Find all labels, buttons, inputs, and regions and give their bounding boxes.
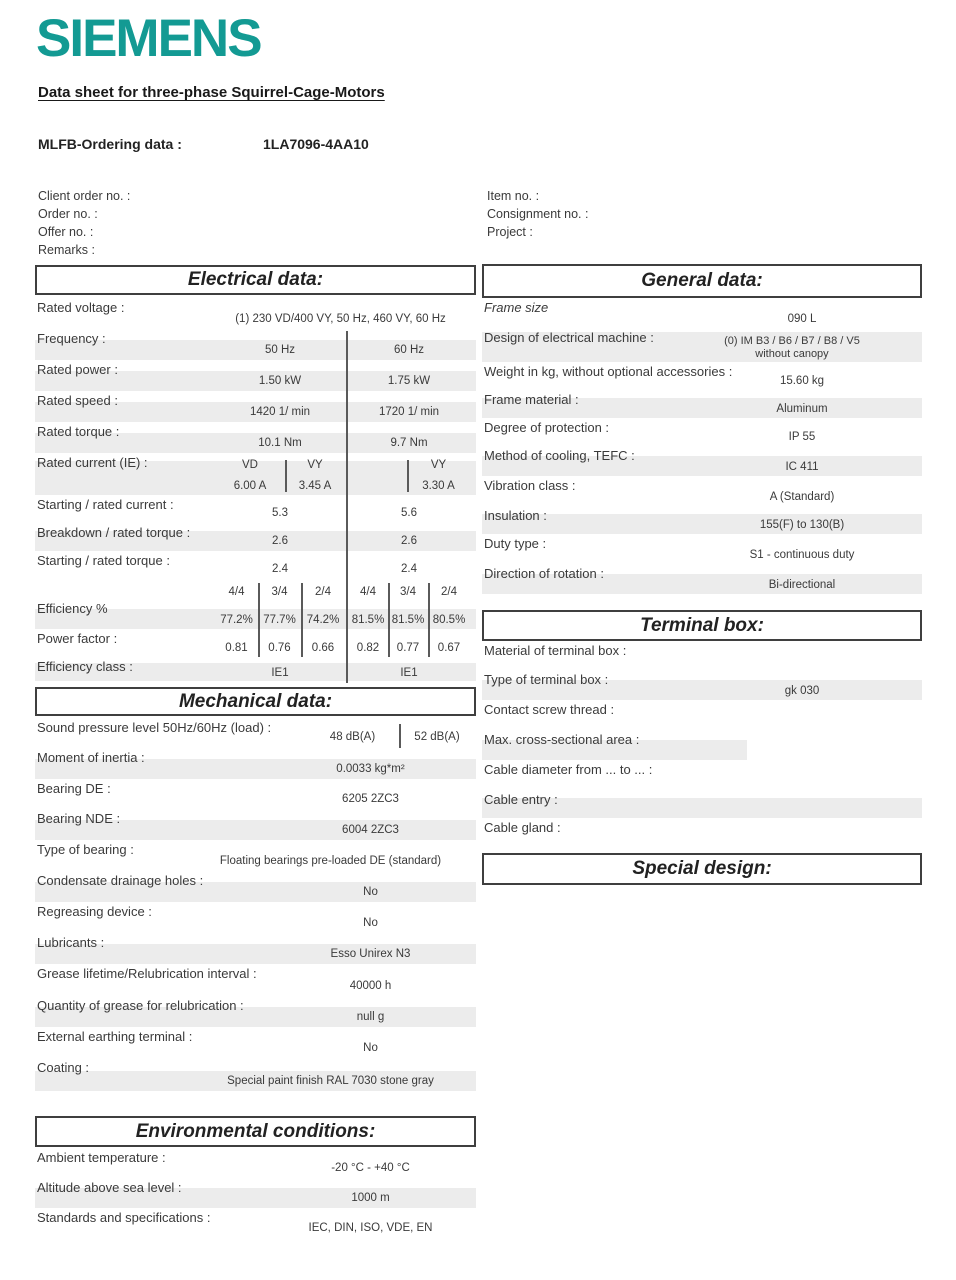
document-title: Data sheet for three-phase Squirrel-Cage-Motors: [38, 84, 385, 101]
row-frequency: [35, 331, 476, 362]
remarks-label: Remarks :: [38, 243, 95, 257]
row-ambient-temperature: [35, 1150, 476, 1180]
order-info-left: [38, 187, 130, 259]
row-type-of-bearing: [35, 842, 476, 873]
row-regreasing-device: [35, 904, 476, 935]
row-external-earthing-terminal: [35, 1029, 476, 1060]
row-value: Bi-directional: [768, 579, 836, 591]
row-label: Max. cross-sectional area :: [484, 732, 640, 747]
row-label: Rated voltage :: [37, 300, 125, 315]
row-label: Method of cooling, TEFC :: [484, 448, 635, 463]
row-type-of-terminal-box: [482, 672, 922, 702]
row-label: Efficiency class :: [37, 659, 133, 674]
row-label: Starting / rated current :: [37, 497, 174, 512]
row-value: 15.60 kg: [779, 375, 825, 387]
row-efficiency: [35, 601, 476, 631]
power-factor-value: 0.66: [311, 642, 335, 654]
section-terminal-box: [482, 610, 922, 641]
order-no-label: Order no. :: [38, 207, 98, 221]
row-label: Cable entry :: [484, 792, 558, 807]
row-frame-material: [482, 392, 922, 420]
row-label: Type of terminal box :: [484, 672, 609, 687]
row-label: Rated current (IE) :: [37, 455, 148, 470]
header-vd-50hz: VD: [242, 459, 258, 471]
row-breakdown-rated-torque: [35, 525, 476, 553]
row-cable-entry: [482, 792, 922, 820]
value-50hz: 48 dB(A): [329, 731, 376, 743]
value-line1: (0) IM B3 / B6 / B7 / B8 / V5: [724, 335, 860, 347]
row-label: Quantity of grease for relubrication :: [37, 998, 244, 1013]
column-divider: [399, 724, 401, 748]
row-rated-torque: [35, 424, 476, 455]
row-label: Power factor :: [37, 631, 118, 646]
header-vy-60hz: VY: [430, 459, 447, 471]
row-label: Frame size: [484, 300, 549, 315]
value-50hz: 5.3: [272, 507, 288, 519]
order-info-right: [487, 187, 588, 241]
row-label: Bearing DE :: [37, 781, 111, 796]
row-bearing-de: [35, 781, 476, 811]
mechanical-data-table: [35, 720, 476, 1093]
efficiency-value: 77.7%: [263, 614, 296, 626]
efficiency-value: 81.5%: [391, 614, 425, 626]
section-general-data: [482, 264, 922, 298]
section-mechanical-data: [35, 687, 476, 716]
efficiency-value: 80.5%: [432, 614, 466, 626]
electrical-data-table: [35, 300, 476, 683]
row-quantity-of-grease: [35, 998, 476, 1029]
value-line2: without canopy: [755, 348, 829, 360]
row-value: A (Standard): [769, 491, 835, 503]
row-load-headers: [35, 581, 476, 601]
row-label: Rated torque :: [37, 424, 120, 439]
subcolumn-divider: [428, 583, 430, 657]
row-value: (1) 230 VD/400 VY, 50 Hz, 460 VY, 60 Hz: [235, 313, 446, 325]
row-sound-pressure-level: [35, 720, 476, 750]
row-label: Starting / rated torque :: [37, 553, 170, 568]
efficiency-value: 77.2%: [220, 614, 253, 626]
load-header: 4/4: [228, 586, 245, 598]
row-value: 1000 m: [351, 1192, 390, 1204]
row-value: null g: [356, 1011, 385, 1023]
row-label: Condensate drainage holes :: [37, 873, 204, 888]
column-divider: [285, 460, 287, 492]
row-label: Contact screw thread :: [484, 702, 615, 717]
item-no-label: Item no. :: [487, 189, 540, 203]
row-label: Sound pressure level 50Hz/60Hz (load) :: [37, 720, 272, 735]
row-value: No: [363, 886, 378, 898]
row-label: Rated speed :: [37, 393, 118, 408]
row-label: Direction of rotation :: [484, 566, 604, 581]
power-factor-value: 0.76: [268, 642, 291, 654]
row-material-of-terminal-box: [482, 643, 922, 672]
section-title: Electrical data:: [187, 269, 324, 290]
row-label: Rated power :: [37, 362, 118, 377]
subcolumn-divider: [388, 583, 390, 657]
load-header: 3/4: [271, 586, 288, 598]
column-divider: [407, 460, 409, 492]
value-50hz: 1.50 kW: [258, 375, 302, 387]
header-vy-50hz: VY: [307, 459, 323, 471]
row-label: Lubricants :: [37, 935, 105, 950]
section-environmental-conditions: [35, 1116, 476, 1147]
load-header: 4/4: [360, 586, 376, 598]
row-label: Moment of inertia :: [37, 750, 145, 765]
row-degree-of-protection: [482, 420, 922, 448]
row-weight: [482, 364, 922, 392]
row-label: Insulation :: [484, 508, 547, 523]
row-label: Cable diameter from ... to ... :: [484, 762, 653, 777]
siemens-logo: SIEMENS: [36, 9, 261, 68]
row-value: 6205 2ZC3: [342, 793, 399, 805]
row-frame-size: [482, 300, 922, 330]
row-value: IEC, DIN, ISO, VDE, EN: [308, 1222, 433, 1234]
row-value: Aluminum: [776, 403, 828, 415]
value-60hz: 1720 1/ min: [378, 406, 440, 418]
value-50hz: 50 Hz: [264, 344, 296, 356]
efficiency-value: 74.2%: [306, 614, 340, 626]
row-cable-diameter: [482, 762, 922, 792]
row-power-factor: [35, 631, 476, 659]
value-60hz: 60 Hz: [393, 344, 425, 356]
power-factor-value: 0.77: [396, 642, 420, 654]
row-lubricants: [35, 935, 476, 966]
row-design-of-machine: [482, 330, 922, 364]
row-label: Cable gland :: [484, 820, 561, 835]
row-value: IP 55: [788, 431, 816, 443]
row-value: Esso Unirex N3: [330, 948, 411, 960]
consignment-no-label: Consignment no. :: [487, 207, 589, 221]
general-data-table: [482, 300, 922, 596]
section-title: Terminal box:: [640, 614, 764, 636]
mlfb-ordering-value: 1LA7096-4AA10: [263, 136, 369, 152]
row-rated-speed: [35, 393, 476, 424]
value-vy-60hz: 3.30 A: [422, 480, 455, 492]
load-header: 2/4: [315, 586, 331, 598]
row-rated-current: [35, 455, 476, 497]
row-value: 40000 h: [349, 980, 392, 992]
row-label: Efficiency %: [37, 601, 108, 616]
row-label: Ambient temperature :: [37, 1150, 166, 1165]
row-label: Altitude above sea level :: [37, 1180, 182, 1195]
row-method-of-cooling: [482, 448, 922, 478]
row-value: 0.0033 kg*m²: [336, 763, 405, 775]
value-60hz: 2.6: [401, 535, 417, 547]
value-60hz: 1.75 kW: [387, 375, 431, 387]
row-value: 155(F) to 130(B): [759, 519, 845, 531]
value-60hz: 9.7 Nm: [390, 437, 428, 449]
row-standards-and-specifications: [35, 1210, 476, 1240]
row-starting-rated-current: [35, 497, 476, 525]
row-grease-lifetime: [35, 966, 476, 998]
row-label: Standards and specifications :: [37, 1210, 211, 1225]
row-value: 090 L: [787, 313, 817, 325]
value-50hz: 2.4: [272, 563, 288, 575]
environmental-conditions-table: [35, 1150, 476, 1240]
main-50hz-60hz-divider: [346, 331, 348, 683]
row-bearing-nde: [35, 811, 476, 842]
value-50hz: 1420 1/ min: [249, 406, 311, 418]
mlfb-ordering-label: MLFB-Ordering data :: [38, 136, 182, 152]
value-50hz: IE1: [271, 667, 289, 679]
row-altitude-above-sea-level: [35, 1180, 476, 1210]
row-label: Degree of protection :: [484, 420, 610, 435]
row-label: Frame material :: [484, 392, 579, 407]
row-label: Material of terminal box :: [484, 643, 627, 658]
value-60hz: 52 dB(A): [414, 731, 460, 743]
load-header: 3/4: [400, 586, 416, 598]
row-value: Floating bearings pre-loaded DE (standard): [219, 855, 442, 867]
value-60hz: 5.6: [401, 507, 417, 519]
row-label: Grease lifetime/Relubrication interval :: [37, 966, 257, 981]
section-special-design: [482, 853, 922, 885]
row-label: Weight in kg, without optional accessories :: [484, 364, 733, 379]
terminal-box-table: [482, 643, 922, 848]
section-title: Environmental conditions:: [135, 1120, 376, 1142]
row-label: Coating :: [37, 1060, 90, 1075]
row-value: -20 °C - +40 °C: [331, 1162, 410, 1174]
row-label: Design of electrical machine :: [484, 330, 654, 345]
row-label: Vibration class :: [484, 478, 576, 493]
row-coating: [35, 1060, 476, 1093]
value-50hz: 10.1 Nm: [258, 437, 302, 449]
row-label: Breakdown / rated torque :: [37, 525, 191, 540]
row-starting-rated-torque: [35, 553, 476, 581]
row-vibration-class: [482, 478, 922, 508]
client-order-label: Client order no. :: [38, 189, 131, 203]
row-value: gk 030: [784, 685, 820, 697]
value-vy-50hz: 3.45 A: [298, 480, 332, 492]
row-value: [662, 335, 922, 361]
row-value: No: [363, 1042, 378, 1054]
section-electrical-data: [35, 265, 476, 295]
row-direction-of-rotation: [482, 566, 922, 596]
section-title: Special design:: [632, 858, 772, 879]
row-value: Special paint finish RAL 7030 stone gray: [227, 1075, 434, 1087]
row-contact-screw-thread: [482, 702, 922, 732]
subcolumn-divider: [301, 583, 303, 657]
row-insulation: [482, 508, 922, 536]
row-condensate-drainage-holes: [35, 873, 476, 904]
row-moment-of-inertia: [35, 750, 476, 781]
section-title: General data:: [641, 270, 763, 291]
power-factor-value: 0.67: [437, 642, 461, 654]
row-efficiency-class: [35, 659, 476, 683]
row-rated-power: [35, 362, 476, 393]
row-value: IC 411: [785, 461, 819, 473]
row-value: 6004 2ZC3: [342, 824, 399, 836]
load-header: 2/4: [441, 586, 457, 598]
row-label: Frequency :: [37, 331, 106, 346]
project-label: Project :: [487, 225, 533, 239]
power-factor-value: 0.82: [356, 642, 380, 654]
row-value: S1 - continuous duty: [749, 549, 855, 561]
row-rated-voltage: [35, 300, 476, 331]
row-value: No: [363, 917, 378, 929]
row-label: Regreasing device :: [37, 904, 152, 919]
row-label: External earthing terminal :: [37, 1029, 193, 1044]
subcolumn-divider: [258, 583, 260, 657]
row-label: Bearing NDE :: [37, 811, 121, 826]
offer-no-label: Offer no. :: [38, 225, 94, 239]
value-60hz: IE1: [400, 667, 418, 679]
row-cable-gland: [482, 820, 922, 848]
power-factor-value: 0.81: [225, 642, 248, 654]
value-vd-50hz: 6.00 A: [233, 480, 267, 492]
efficiency-value: 81.5%: [351, 614, 385, 626]
value-50hz: 2.6: [272, 535, 288, 547]
row-label: Duty type :: [484, 536, 547, 551]
row-max-cross-sectional-area: [482, 732, 922, 762]
row-label: Type of bearing :: [37, 842, 134, 857]
section-title: Mechanical data:: [178, 690, 333, 712]
row-duty-type: [482, 536, 922, 566]
value-60hz: 2.4: [401, 563, 417, 575]
